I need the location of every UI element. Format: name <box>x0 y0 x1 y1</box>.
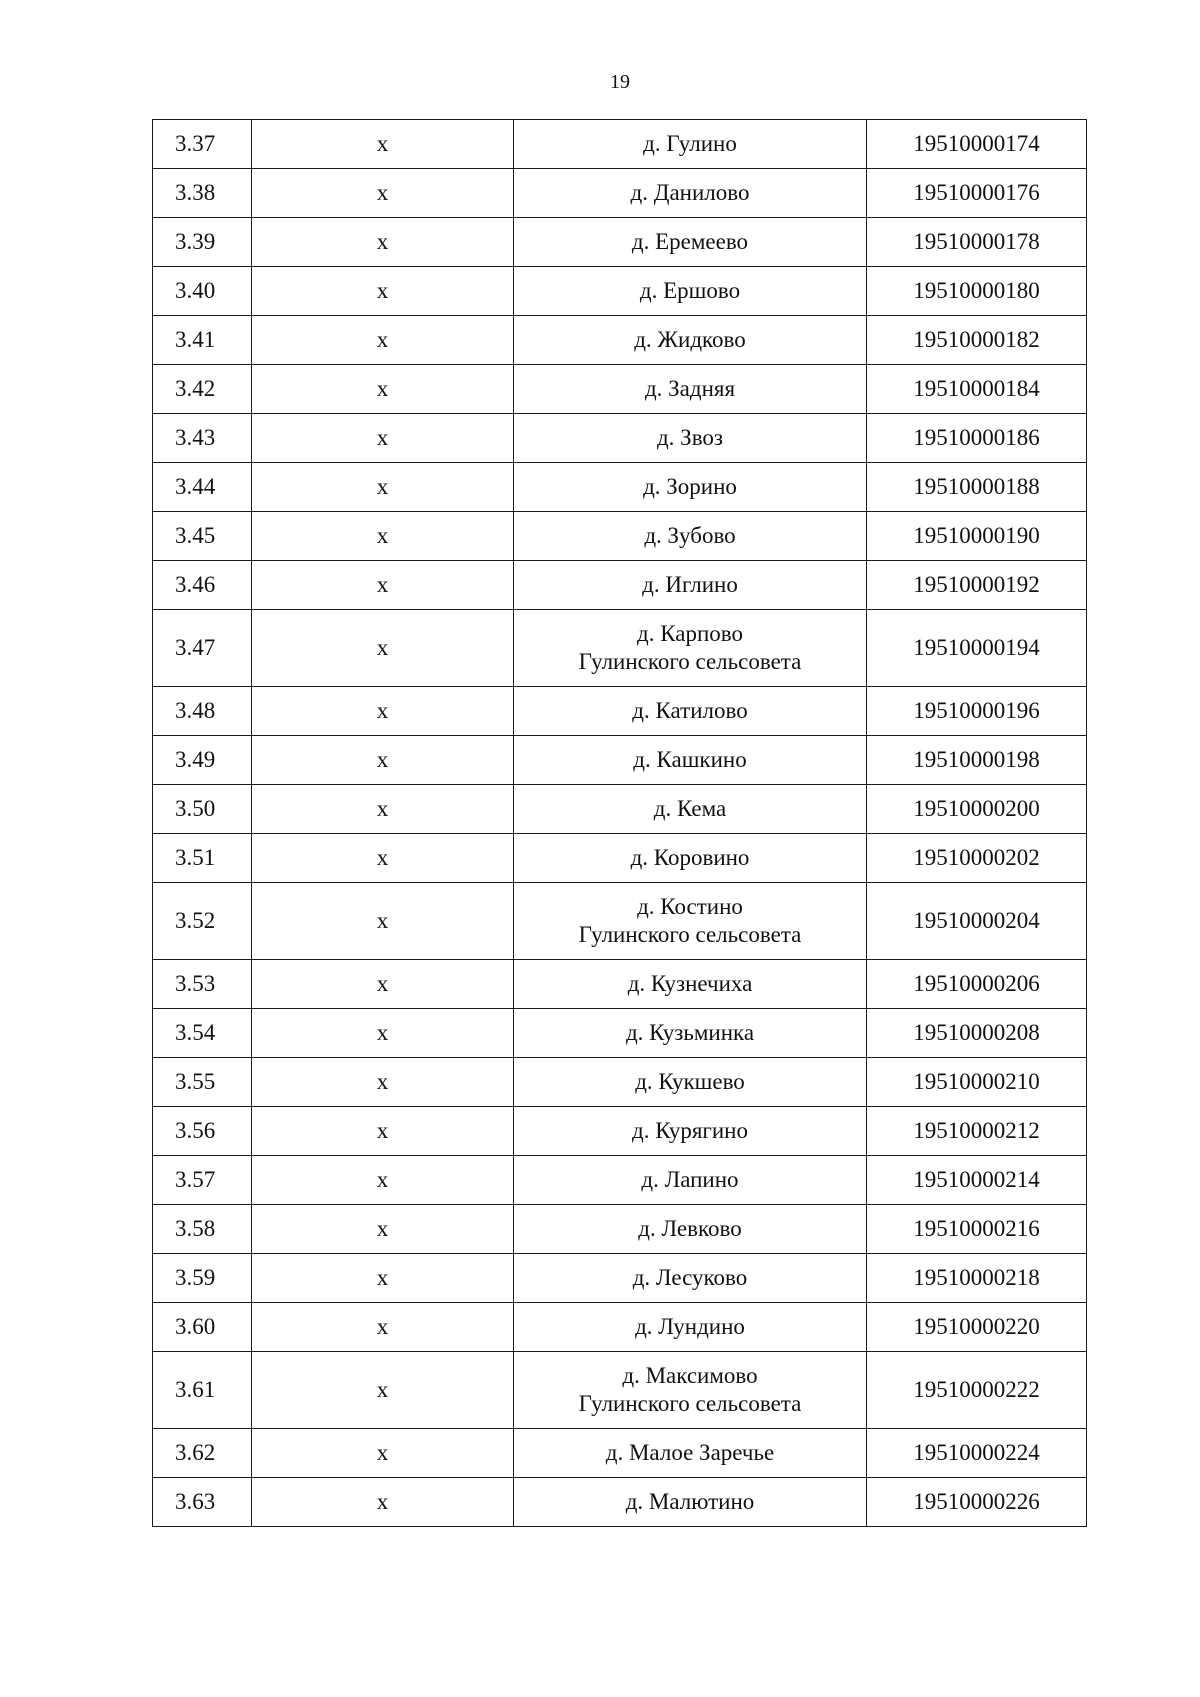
settlement-name-cell <box>514 883 867 960</box>
settlement-name-line: д. Лесуково <box>632 1265 748 1290</box>
settlement-name-line: д. Катилово <box>632 698 748 723</box>
code-cell: 19510000176 <box>867 169 1087 218</box>
table-row <box>153 169 1087 218</box>
settlement-name-line: д. Данилово <box>630 180 750 205</box>
settlement-name-line: д. Жидково <box>634 327 746 352</box>
table-row <box>153 267 1087 316</box>
settlement-name-line: д. Малое Заречье <box>605 1440 775 1465</box>
code-cell: 19510000186 <box>867 414 1087 463</box>
settlement-name-cell <box>514 1429 867 1478</box>
row-number-cell: 3.50 <box>153 785 252 834</box>
mark-cell: x <box>252 610 514 687</box>
table-row <box>153 561 1087 610</box>
code-cell: 19510000196 <box>867 687 1087 736</box>
row-number-cell: 3.47 <box>153 610 252 687</box>
table-row <box>153 1058 1087 1107</box>
mark-cell: x <box>252 365 514 414</box>
mark-cell: x <box>252 1303 514 1352</box>
code-cell: 19510000220 <box>867 1303 1087 1352</box>
code-cell: 19510000206 <box>867 960 1087 1009</box>
mark-cell: x <box>252 512 514 561</box>
mark-cell: x <box>252 414 514 463</box>
settlement-name-line: д. Малютино <box>625 1489 755 1514</box>
row-number-cell: 3.48 <box>153 687 252 736</box>
table-row <box>153 1205 1087 1254</box>
mark-cell: x <box>252 267 514 316</box>
settlement-name-cell <box>514 785 867 834</box>
code-cell: 19510000204 <box>867 883 1087 960</box>
table-row <box>153 1254 1087 1303</box>
table-row <box>153 736 1087 785</box>
mark-cell: x <box>252 736 514 785</box>
settlement-name-cell <box>514 736 867 785</box>
row-number-cell: 3.52 <box>153 883 252 960</box>
row-number-cell: 3.39 <box>153 218 252 267</box>
settlement-name-line: д. Кузьминка <box>625 1020 755 1045</box>
settlement-name-cell <box>514 169 867 218</box>
mark-cell: x <box>252 834 514 883</box>
table-row <box>153 512 1087 561</box>
code-cell: 19510000200 <box>867 785 1087 834</box>
row-number-cell: 3.38 <box>153 169 252 218</box>
settlement-name-line: д. Звоз <box>656 425 723 450</box>
table-row <box>153 365 1087 414</box>
settlement-name-line: Гулинского сельсовета <box>578 1391 802 1416</box>
code-cell: 19510000222 <box>867 1352 1087 1429</box>
mark-cell: x <box>252 120 514 169</box>
settlement-name-cell <box>514 610 867 687</box>
mark-cell: x <box>252 1429 514 1478</box>
table-row <box>153 1009 1087 1058</box>
settlement-name-cell <box>514 512 867 561</box>
settlement-name-cell <box>514 1107 867 1156</box>
settlement-name-line: д. Курягино <box>632 1118 748 1143</box>
mark-cell: x <box>252 1009 514 1058</box>
settlement-name-cell <box>514 316 867 365</box>
page-number: 19 <box>610 71 630 93</box>
code-cell: 19510000174 <box>867 120 1087 169</box>
mark-cell: x <box>252 1352 514 1429</box>
code-cell: 19510000194 <box>867 610 1087 687</box>
row-number-cell: 3.44 <box>153 463 252 512</box>
row-number-cell: 3.58 <box>153 1205 252 1254</box>
table-row <box>153 120 1087 169</box>
table-row <box>153 834 1087 883</box>
row-number-cell: 3.63 <box>153 1478 252 1527</box>
settlement-name-line: д. Зубово <box>644 523 736 548</box>
row-number-cell: 3.42 <box>153 365 252 414</box>
code-cell: 19510000216 <box>867 1205 1087 1254</box>
code-cell: 19510000180 <box>867 267 1087 316</box>
row-number-cell: 3.43 <box>153 414 252 463</box>
code-cell: 19510000178 <box>867 218 1087 267</box>
settlement-name-cell <box>514 1058 867 1107</box>
row-number-cell: 3.49 <box>153 736 252 785</box>
settlement-name-cell <box>514 463 867 512</box>
mark-cell: x <box>252 561 514 610</box>
settlement-name-line: д. Кукшево <box>635 1069 745 1094</box>
settlement-name-line: д. Левково <box>638 1216 742 1241</box>
table-row <box>153 960 1087 1009</box>
table-body <box>153 120 1087 1527</box>
table-row <box>153 1352 1087 1429</box>
settlement-name-cell <box>514 561 867 610</box>
settlement-name-line: д. Гулино <box>643 131 737 156</box>
settlement-name-line: д. Лапино <box>641 1167 739 1192</box>
settlement-name-cell <box>514 1156 867 1205</box>
settlement-name-line: д. Задняя <box>644 376 736 401</box>
settlement-name-cell <box>514 960 867 1009</box>
settlement-name-cell <box>514 365 867 414</box>
table-row <box>153 1429 1087 1478</box>
row-number-cell: 3.59 <box>153 1254 252 1303</box>
code-cell: 19510000184 <box>867 365 1087 414</box>
row-number-cell: 3.51 <box>153 834 252 883</box>
mark-cell: x <box>252 1254 514 1303</box>
settlement-name-line: д. Коровино <box>630 845 750 870</box>
settlement-name-line: д. Зорино <box>643 474 737 499</box>
table-row <box>153 1156 1087 1205</box>
mark-cell: x <box>252 316 514 365</box>
settlement-name-cell <box>514 414 867 463</box>
row-number-cell: 3.61 <box>153 1352 252 1429</box>
settlement-name-line: д. Ершово <box>639 278 741 303</box>
settlement-name-line: д. Кашкино <box>633 747 747 772</box>
code-cell: 19510000218 <box>867 1254 1087 1303</box>
mark-cell: x <box>252 218 514 267</box>
settlement-name-line: д. Карпово <box>637 621 743 646</box>
mark-cell: x <box>252 1107 514 1156</box>
settlement-name-cell <box>514 834 867 883</box>
settlement-name-cell <box>514 1009 867 1058</box>
settlement-name-line: д. Еремеево <box>631 229 749 254</box>
settlement-name-cell <box>514 1478 867 1527</box>
settlement-name-cell <box>514 687 867 736</box>
settlement-name-line: д. Кема <box>653 796 727 821</box>
code-cell: 19510000198 <box>867 736 1087 785</box>
settlement-name-cell <box>514 267 867 316</box>
row-number-cell: 3.37 <box>153 120 252 169</box>
settlement-name-line: д. Лундино <box>635 1314 745 1339</box>
code-cell: 19510000188 <box>867 463 1087 512</box>
code-cell: 19510000202 <box>867 834 1087 883</box>
row-number-cell: 3.55 <box>153 1058 252 1107</box>
settlement-name-line: Гулинского сельсовета <box>578 922 802 947</box>
table-row <box>153 1478 1087 1527</box>
code-cell: 19510000212 <box>867 1107 1087 1156</box>
row-number-cell: 3.40 <box>153 267 252 316</box>
settlement-name-cell <box>514 218 867 267</box>
settlement-name-cell <box>514 1254 867 1303</box>
mark-cell: x <box>252 1156 514 1205</box>
mark-cell: x <box>252 169 514 218</box>
mark-cell: x <box>252 1058 514 1107</box>
settlement-name-cell <box>514 1352 867 1429</box>
code-cell: 19510000190 <box>867 512 1087 561</box>
settlement-name-line: д. Максимово <box>622 1363 758 1388</box>
table-row <box>153 1303 1087 1352</box>
settlement-name-line: д. Кузнечиха <box>627 971 753 996</box>
table-row <box>153 414 1087 463</box>
row-number-cell: 3.41 <box>153 316 252 365</box>
row-number-cell: 3.62 <box>153 1429 252 1478</box>
settlement-name-line: д. Костино <box>637 894 743 919</box>
settlement-name-line: д. Иглино <box>642 572 738 597</box>
mark-cell: x <box>252 1205 514 1254</box>
table-row <box>153 687 1087 736</box>
row-number-cell: 3.56 <box>153 1107 252 1156</box>
table-row <box>153 316 1087 365</box>
mark-cell: x <box>252 463 514 512</box>
mark-cell: x <box>252 960 514 1009</box>
settlement-name-line: Гулинского сельсовета <box>578 649 802 674</box>
mark-cell: x <box>252 687 514 736</box>
code-cell: 19510000182 <box>867 316 1087 365</box>
settlement-name-cell <box>514 120 867 169</box>
code-cell: 19510000214 <box>867 1156 1087 1205</box>
code-cell: 19510000192 <box>867 561 1087 610</box>
row-number-cell: 3.60 <box>153 1303 252 1352</box>
row-number-cell: 3.46 <box>153 561 252 610</box>
code-cell: 19510000210 <box>867 1058 1087 1107</box>
table-row <box>153 785 1087 834</box>
table-row <box>153 463 1087 512</box>
settlements-table <box>152 119 1087 1527</box>
row-number-cell: 3.45 <box>153 512 252 561</box>
row-number-cell: 3.54 <box>153 1009 252 1058</box>
table-row <box>153 218 1087 267</box>
code-cell: 19510000224 <box>867 1429 1087 1478</box>
mark-cell: x <box>252 1478 514 1527</box>
settlement-name-cell <box>514 1205 867 1254</box>
code-cell: 19510000208 <box>867 1009 1087 1058</box>
table-row <box>153 883 1087 960</box>
settlement-name-cell <box>514 1303 867 1352</box>
mark-cell: x <box>252 883 514 960</box>
row-number-cell: 3.57 <box>153 1156 252 1205</box>
table-row <box>153 610 1087 687</box>
code-cell: 19510000226 <box>867 1478 1087 1527</box>
row-number-cell: 3.53 <box>153 960 252 1009</box>
mark-cell: x <box>252 785 514 834</box>
table-row <box>153 1107 1087 1156</box>
